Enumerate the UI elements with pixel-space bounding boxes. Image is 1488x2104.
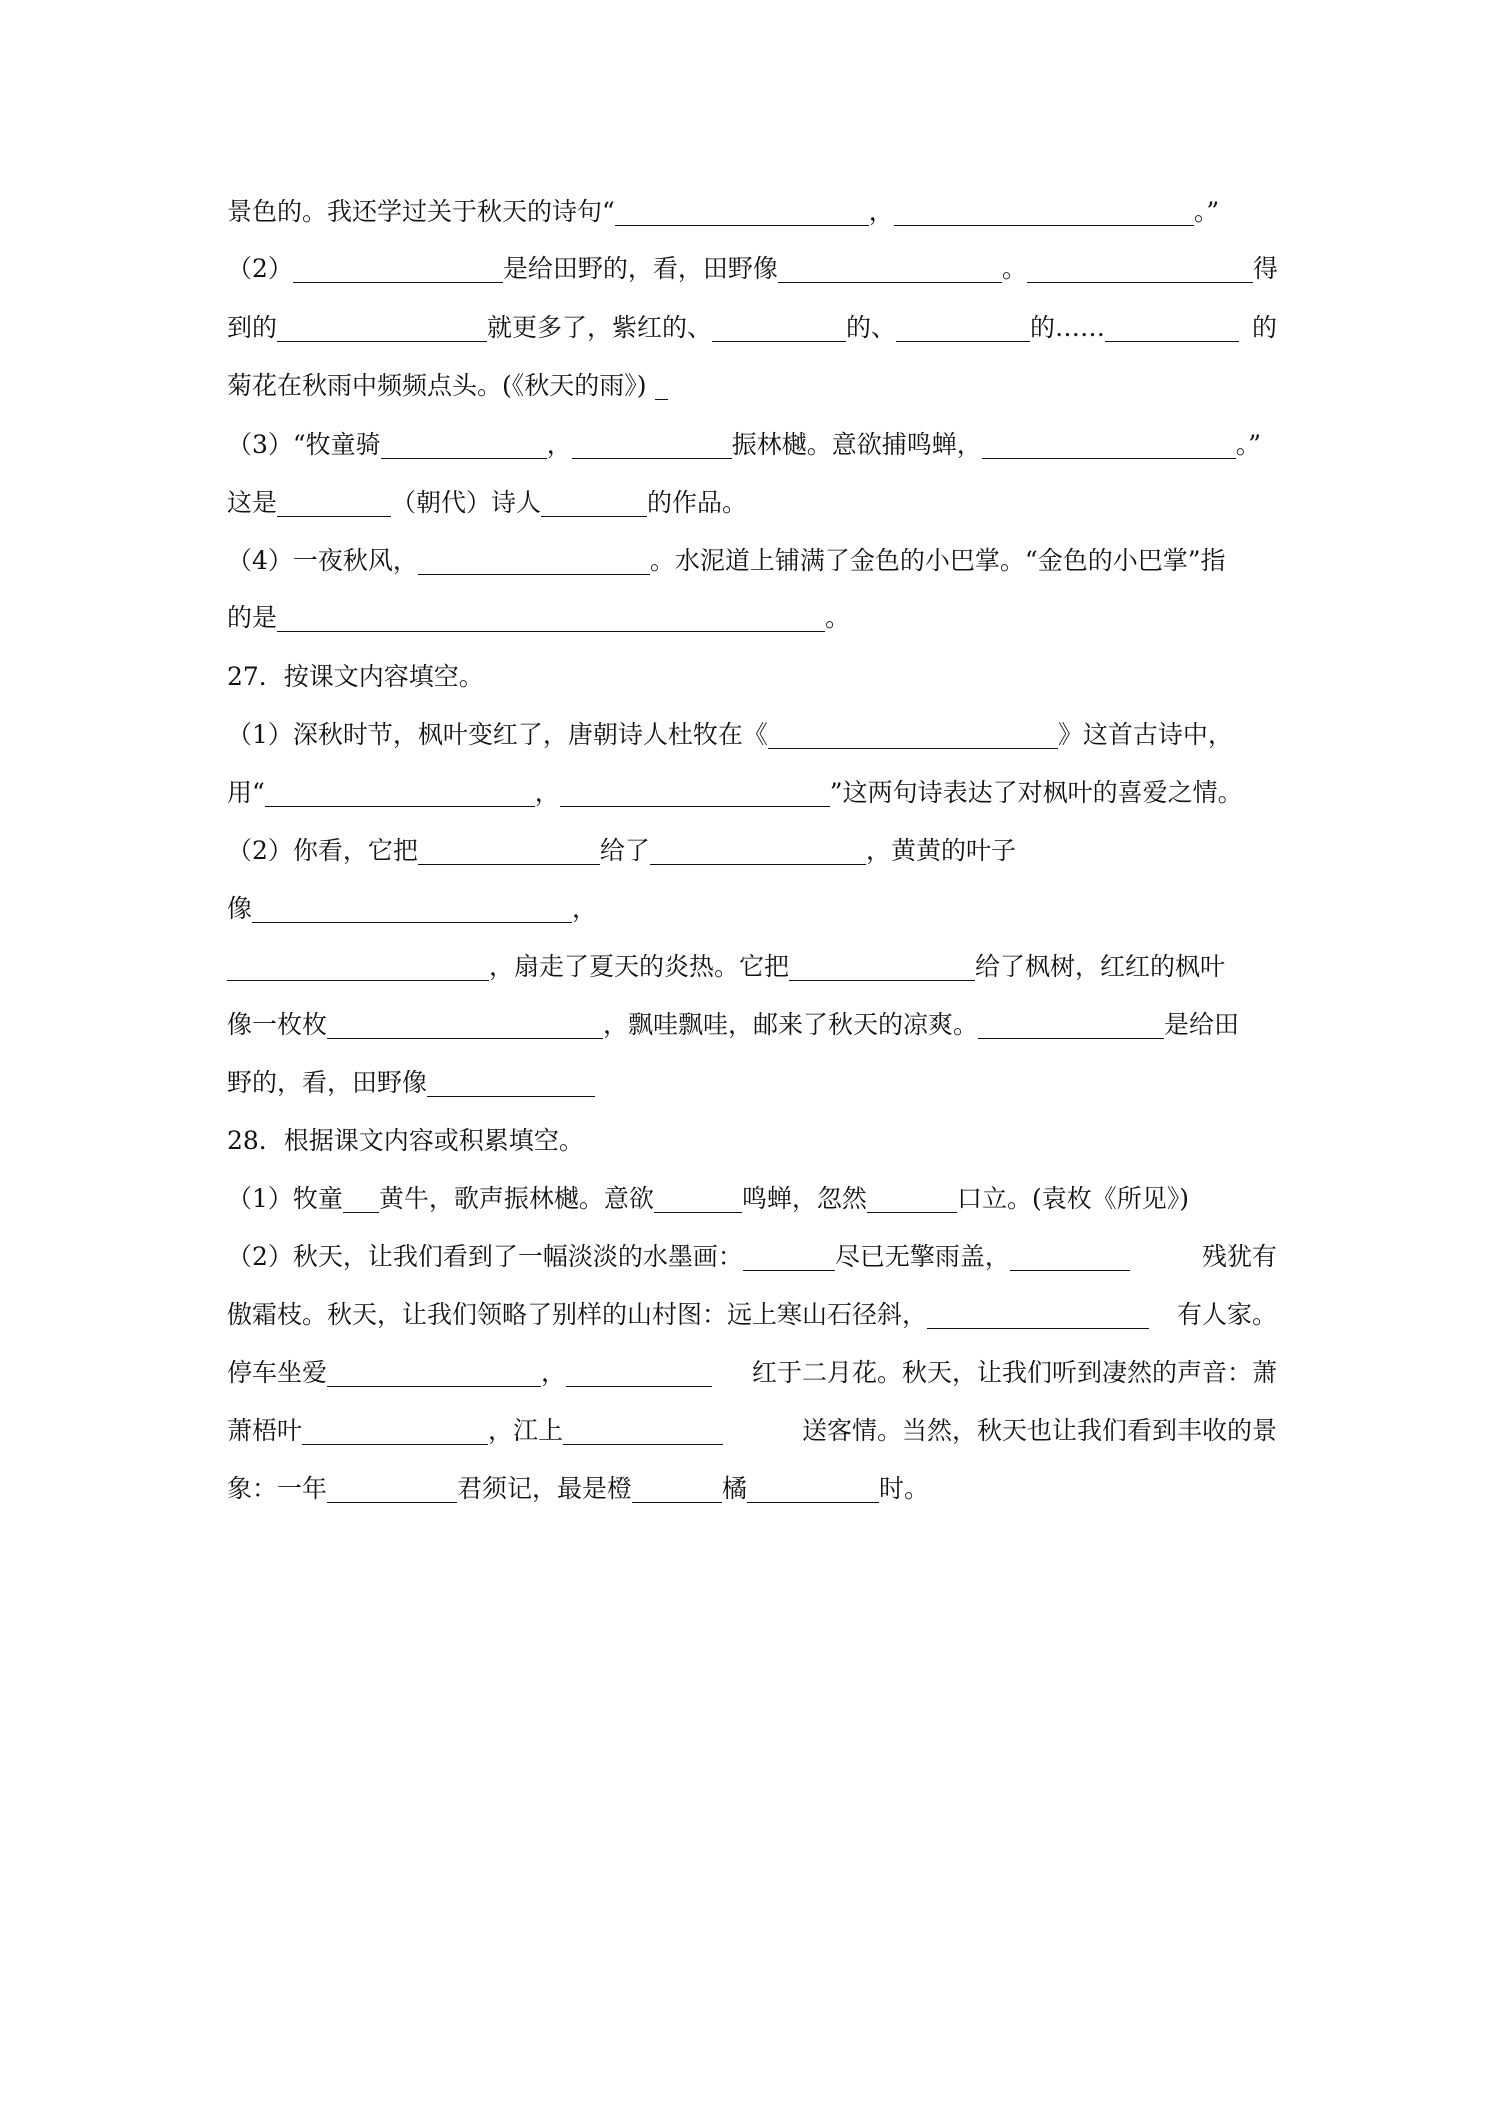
answer-blank[interactable] xyxy=(327,1359,541,1387)
answer-blank[interactable] xyxy=(982,431,1236,459)
text: ， xyxy=(546,430,572,459)
text-line xyxy=(227,1469,1277,1509)
text: 到的 xyxy=(227,313,278,342)
text: 这是 xyxy=(227,488,278,517)
answer-blank[interactable] xyxy=(1027,255,1253,283)
text: 27．按课文内容填空。 xyxy=(227,662,484,691)
text-line xyxy=(227,598,1277,638)
answer-blank[interactable] xyxy=(381,431,547,459)
text: （1）深秋时节，枫叶变红了，唐朝诗人杜牧在《 xyxy=(227,720,768,749)
text-line xyxy=(227,483,1277,523)
text: 尽已无擎雨盖， xyxy=(834,1242,1010,1271)
text: 的作品。 xyxy=(647,488,748,517)
text: 鸣蝉，忽然 xyxy=(741,1184,867,1213)
answer-blank[interactable] xyxy=(896,314,1030,342)
text: 有人家。 xyxy=(1176,1300,1277,1329)
text: 景色的。我还学过关于秋天的诗句“ xyxy=(227,197,615,226)
answer-blank[interactable] xyxy=(427,1069,595,1097)
text-line xyxy=(227,889,1277,929)
text-line xyxy=(227,831,1277,871)
text-line xyxy=(227,1237,1277,1277)
text: 像 xyxy=(227,894,253,923)
text: 红于二月花。秋天，让我们听到凄然的声音：萧 xyxy=(751,1358,1277,1387)
answer-blank[interactable] xyxy=(615,198,869,226)
answer-blank[interactable] xyxy=(655,372,668,400)
text: 是给田野的，看，田野像 xyxy=(502,254,778,283)
text: （2） xyxy=(227,254,293,283)
text: 是给田 xyxy=(1164,1010,1240,1039)
text: 时。 xyxy=(879,1474,930,1503)
text: ”这两句诗表达了对枫叶的喜爱之情。 xyxy=(829,778,1243,807)
answer-blank[interactable] xyxy=(343,1185,379,1213)
answer-blank[interactable] xyxy=(566,1359,712,1387)
text: 黄牛，歌声振林樾。意欲 xyxy=(378,1184,654,1213)
text: （2）你看，它把 xyxy=(227,836,418,865)
answer-blank[interactable] xyxy=(327,1011,603,1039)
answer-blank[interactable] xyxy=(778,255,1002,283)
text: ， xyxy=(572,894,598,923)
answer-blank[interactable] xyxy=(789,953,975,981)
answer-blank[interactable] xyxy=(768,721,1058,749)
text: （朝代）诗人 xyxy=(391,488,542,517)
text: 傲霜枝。秋天，让我们领略了别样的山村图：远上寒山石径斜， xyxy=(227,1300,928,1329)
text-line xyxy=(227,425,1277,465)
text: 得 xyxy=(1252,254,1278,283)
answer-blank[interactable] xyxy=(1105,314,1239,342)
text: ，黄黄的叶子 xyxy=(865,836,1016,865)
answer-blank[interactable] xyxy=(927,1301,1149,1329)
text: （3）“牧童骑 xyxy=(227,430,381,459)
answer-blank[interactable] xyxy=(227,953,489,981)
answer-blank[interactable] xyxy=(418,837,600,865)
answer-blank[interactable] xyxy=(747,1475,879,1503)
text: 橘 xyxy=(722,1474,748,1503)
text: 君须记，最是橙 xyxy=(457,1474,633,1503)
text: （2）秋天，让我们看到了一幅淡淡的水墨画： xyxy=(227,1242,743,1271)
answer-blank[interactable] xyxy=(743,1243,835,1271)
text-line xyxy=(227,1005,1277,1045)
text: 象：一年 xyxy=(227,1474,328,1503)
answer-blank[interactable] xyxy=(302,1417,488,1445)
text-line xyxy=(227,1295,1277,1335)
text: ，扇走了夏天的炎热。它把 xyxy=(489,952,790,981)
answer-blank[interactable] xyxy=(327,1475,457,1503)
answer-blank[interactable] xyxy=(1010,1243,1130,1271)
text-line xyxy=(227,1411,1277,1451)
text: 的 xyxy=(1251,313,1277,342)
text: 28．根据课文内容或积累填空。 xyxy=(227,1126,584,1155)
text: 。水泥道上铺满了金色的小巴掌。“金色的小巴掌”指 xyxy=(649,546,1226,575)
text: 送客情。当然，秋天也让我们看到丰收的景 xyxy=(801,1416,1277,1445)
text-line xyxy=(227,947,1277,987)
text: ， xyxy=(534,778,560,807)
text: 的是 xyxy=(227,603,278,632)
answer-blank[interactable] xyxy=(560,779,830,807)
answer-blank[interactable] xyxy=(277,604,825,632)
answer-blank[interactable] xyxy=(277,314,487,342)
text-line xyxy=(227,715,1277,755)
answer-blank[interactable] xyxy=(563,1417,723,1445)
text: 停车坐爱 xyxy=(227,1358,328,1387)
answer-blank[interactable] xyxy=(541,489,647,517)
text-line xyxy=(227,773,1277,813)
text: 。 xyxy=(825,603,851,632)
answer-blank[interactable] xyxy=(252,895,572,923)
text: 的…… xyxy=(1030,313,1106,342)
text: 用“ xyxy=(227,778,265,807)
text-line xyxy=(227,541,1277,581)
answer-blank[interactable] xyxy=(632,1475,722,1503)
answer-blank[interactable] xyxy=(978,1011,1164,1039)
text: ，江上 xyxy=(488,1416,564,1445)
text-line xyxy=(227,1353,1277,1393)
question-heading xyxy=(227,657,1277,697)
text: 的、 xyxy=(846,313,897,342)
question-heading xyxy=(227,1121,1277,1161)
answer-blank[interactable] xyxy=(867,1185,957,1213)
answer-blank[interactable] xyxy=(650,837,866,865)
text: 。” xyxy=(1193,197,1220,226)
text: 像一枚枚 xyxy=(227,1010,328,1039)
text-line xyxy=(227,192,1277,232)
text: 野的，看，田野像 xyxy=(227,1068,428,1097)
text: 残犹有 xyxy=(1201,1242,1277,1271)
text: 。” xyxy=(1235,430,1261,459)
text: 口立。(袁枚《所见》) xyxy=(956,1184,1189,1213)
answer-blank[interactable] xyxy=(712,314,846,342)
text-line xyxy=(227,366,1277,406)
text-line xyxy=(227,1063,1277,1103)
answer-blank[interactable] xyxy=(293,255,503,283)
text: 》这首古诗中， xyxy=(1057,720,1233,749)
answer-blank[interactable] xyxy=(654,1185,742,1213)
text: （4）一夜秋风， xyxy=(227,546,418,575)
text: 给了 xyxy=(599,836,650,865)
text: 菊花在秋雨中频频点头。(《秋天的雨》) xyxy=(227,371,647,400)
text-line xyxy=(227,1179,1277,1219)
answer-blank[interactable] xyxy=(277,489,391,517)
text: 给了枫树，红红的枫叶 xyxy=(975,952,1226,981)
text: ，飘哇飘哇，邮来了秋天的凉爽。 xyxy=(603,1010,979,1039)
text: ， xyxy=(541,1358,567,1387)
text: 。 xyxy=(1001,254,1027,283)
text: 就更多了，紫红的、 xyxy=(487,313,713,342)
answer-blank[interactable] xyxy=(572,431,732,459)
text: 萧梧叶 xyxy=(227,1416,303,1445)
answer-blank[interactable] xyxy=(418,547,650,575)
text-line xyxy=(227,249,1277,289)
text-line xyxy=(227,308,1277,348)
text: 振林樾。意欲捕鸣蝉， xyxy=(731,430,982,459)
text: （1）牧童 xyxy=(227,1184,343,1213)
answer-blank[interactable] xyxy=(894,198,1194,226)
text: ， xyxy=(868,197,894,226)
answer-blank[interactable] xyxy=(265,779,535,807)
